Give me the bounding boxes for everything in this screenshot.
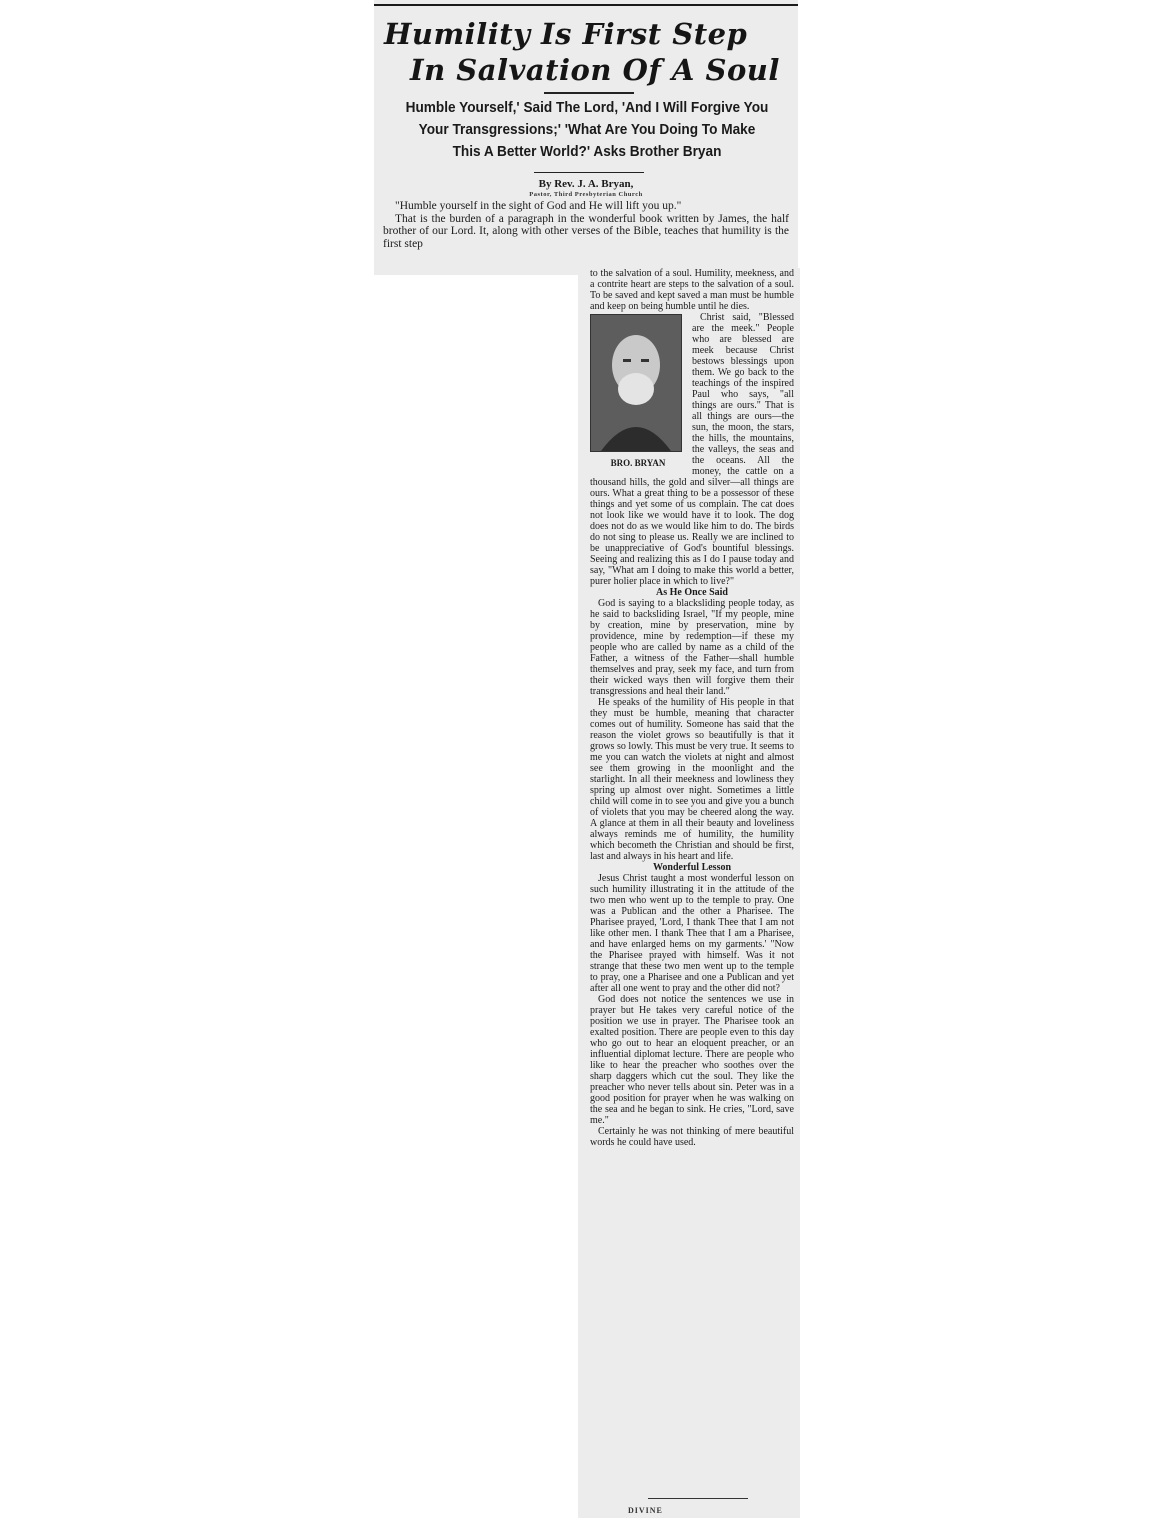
portrait-figure-icon <box>591 315 681 451</box>
headline-line-1: Humility Is First Step <box>384 17 748 51</box>
column-paragraph: God is saying to a blacksliding people today, as he said to backsliding Israel, "If my people, mine by creation, mine by preservation, mine by providence, mine by redemption—if these my people who are called by name as a child of the Father, a witness of the Father—shall humble themselves and pray, seek my face, and turn from their wicked ways then will forgive them their transgressions and heal their land." <box>590 598 794 697</box>
deck-underline <box>534 172 644 173</box>
lead-text <box>383 200 789 250</box>
deck-line-1: Humble Yourself,' Said The Lord, 'And I Will Forgive You <box>405 100 769 116</box>
subhead: Wonderful Lesson <box>652 862 732 873</box>
column-paragraph: Certainly he was not thinking of mere beautiful words he could have used. <box>590 1126 794 1148</box>
deck-line-2: Your Transgressions;' 'What Are You Doing To Make <box>418 122 756 138</box>
article-column <box>590 268 794 1148</box>
headline-underline <box>544 92 634 94</box>
column-paragraph: He speaks of the humility of His people in that they must be humble, meaning that character comes out of humility. Someone has said that the reason the violet grows so beautifully is that it grows so lowly. This must be very true. It seems to me you can watch the violets at night and almost see them growing in the moonlight and the starlight. In all their meekness and lowliness they spring up almost over night. Sometimes a little child will come in to see you and give you a bunch of violets that you may be cheered along the way. A glance at them in all their beauty and loveliness always reminds me of humility, the humility which becometh the Christian and should be first, last and always in his heart and life. <box>590 697 794 862</box>
portrait-photo <box>590 314 686 472</box>
top-rule <box>374 4 798 6</box>
bottom-fragment: DIVINE <box>628 1506 663 1515</box>
article-header-clipping <box>374 0 798 275</box>
subhead: As He Once Said <box>656 587 728 598</box>
article-column-clipping <box>578 268 800 1518</box>
portrait-image <box>590 314 682 452</box>
deck <box>394 97 779 163</box>
photo-caption: BRO. BRYAN <box>610 458 666 468</box>
byline: By Rev. J. A. Bryan, <box>538 178 634 190</box>
headline <box>384 16 790 88</box>
lead-paragraph: That is the burden of a paragraph in the wonderful book written by James, the half brother of our Lord. It, along with other verses of the Bible, teaches that humility is the first step <box>383 212 789 250</box>
deck-line-3: This A Better World?' Asks Brother Bryan <box>452 144 722 160</box>
headline-line-2: In Salvation Of A Soul <box>410 53 780 87</box>
pastor-line: Pastor, Third Presbyterian Church <box>529 191 643 198</box>
bottom-rule <box>648 1498 748 1499</box>
column-paragraph: Jesus Christ taught a most wonderful lesson on such humility illustrating it in the attitude of the two men who went up to the temple to pray. One was a Publican and the other a Pharisee. The Pharisee prayed, 'Lord, I thank Thee that I am not like other men. I thank Thee that I am a Pharisee, and have enlarged hems on my garments.' "Now the Pharisee prayed with himself. Was it not strange that these two men went up to the temple to pray, one a Pharisee and one a Publican and yet after all one went to pray and the other did not? <box>590 873 794 994</box>
lead-paragraph: "Humble yourself in the sight of God and He will lift you up." <box>395 200 682 212</box>
column-paragraph: Christ said, "Blessed are the meek." People who are blessed are meek because Christ bestows blessings upon them. We go back to the teachings of the inspired Paul who says, "all things are ours." That is all things are ours—the sun, the moon, the stars, the hills, the mountains, the valleys, the seas and the oceans. All the money, the cattle on a thousand hills, the gold and silver—all things are ours. What a great thing to be a possessor of these things and yet some of us complain. The cat does not look like we would have it to look. The dog does not do as we would like him to do. The birds do not sing to please us. Really we are inclined to be unappreciative of God's bountiful blessings. Seeing and realizing this as I do I pause today and say, "What am I doing to make this world a better, purer holier place in which to live?" <box>590 312 794 587</box>
column-paragraph: to the salvation of a soul. Humility, meekness, and a contrite heart are steps to the salvation of a soul. To be saved and kept saved a man must be humble and keep on being humble until he dies. <box>590 268 794 312</box>
column-paragraph: God does not notice the sentences we use in prayer but He takes very careful notice of the position we use in prayer. The Pharisee took an exalted position. There are people even to this day who go out to hear an eloquent preacher, or an influential diplomat lecture. There are people who like to hear the preacher who soothes over the sharp daggers which cut the soul. They like the preacher who never tells about sin. Peter was in a good position for prayer when he was walking on the sea and he began to sink. He cries, "Lord, save me." <box>590 994 794 1126</box>
